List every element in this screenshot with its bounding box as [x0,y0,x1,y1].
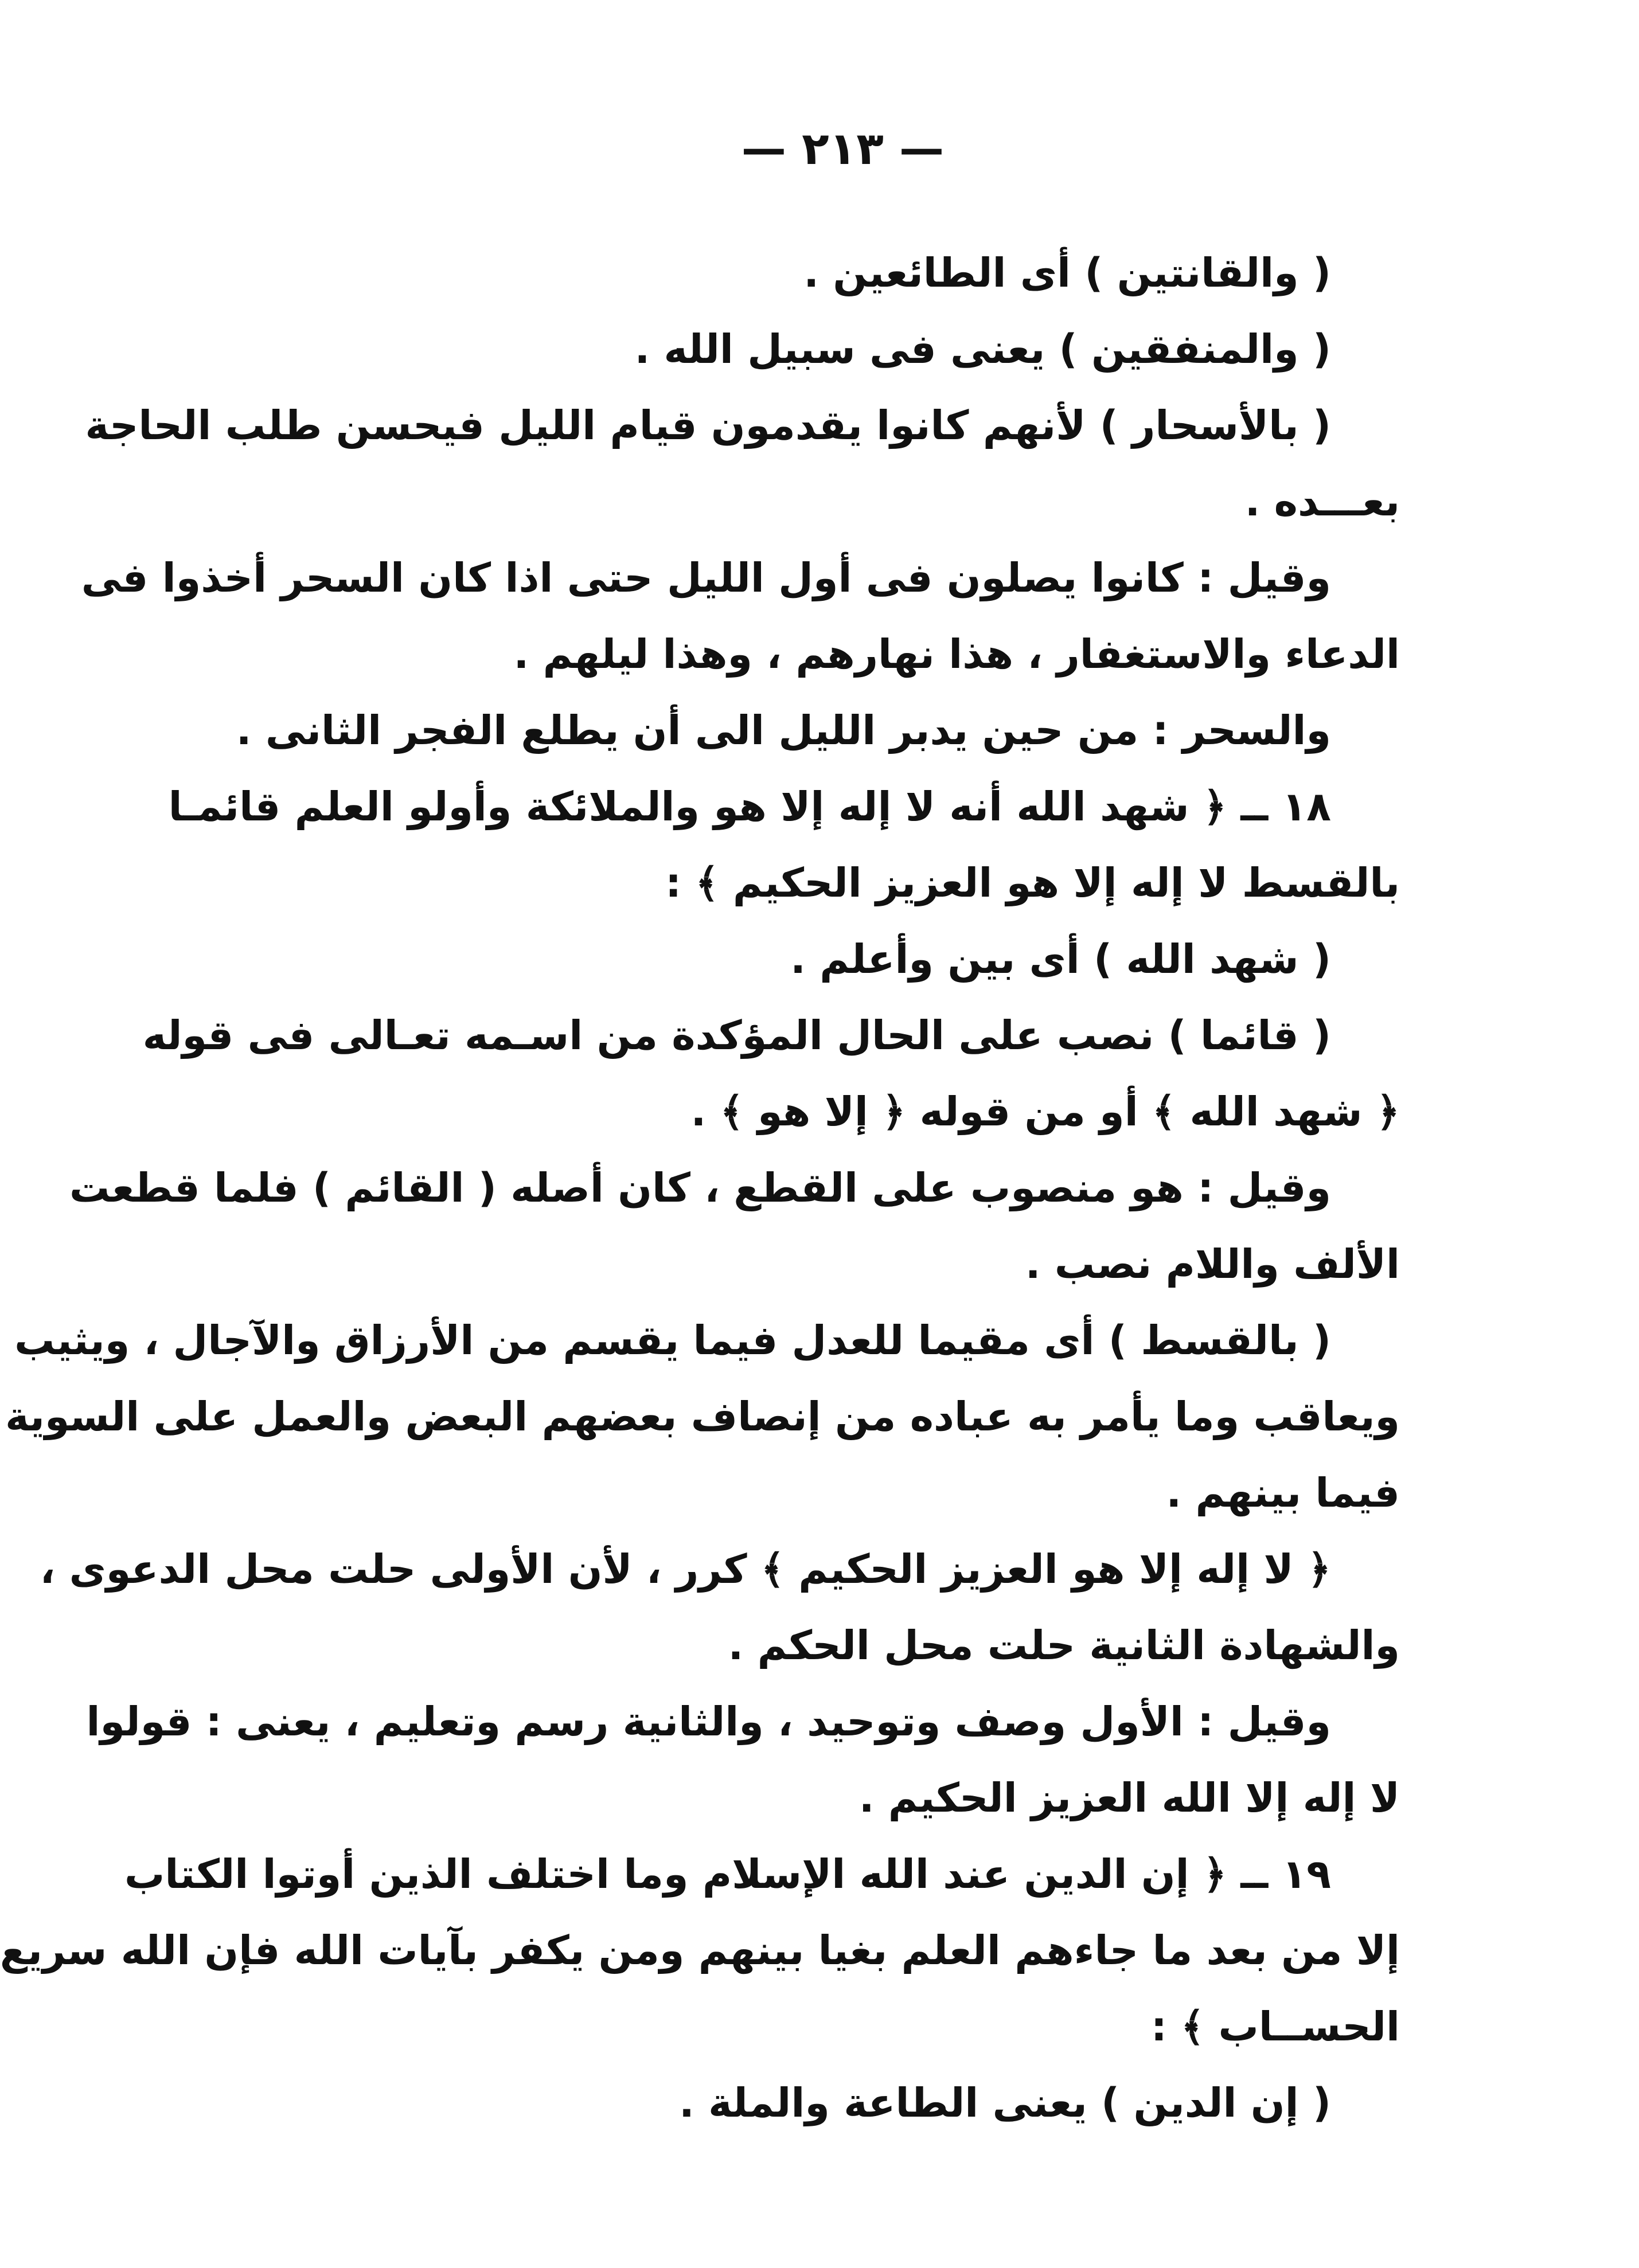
text-line: بعـــده . [1244,478,1400,525]
text-line: ( والقانتين ) أى الطائعين . [803,249,1331,296]
text-line: ﴿ شهد الله ﴾ أو من قوله ﴿ إلا هو ﴾ . [690,1088,1400,1135]
text-line: ( إن الدين ) يعنى الطاعة والملة . [679,2079,1331,2126]
body-text [0,235,1400,2141]
text-line: الألف واللام نصب . [1025,1241,1400,1288]
text-line: وقيل : الأول وصف وتوحيد ، والثانية رسم وتعليم ، يعنى : قولوا [86,1698,1331,1745]
text-line: ( قائما ) نصب على الحال المؤكدة من اسـمه تعـالى فى قوله [142,1012,1331,1059]
text-line: وقيل : كانوا يصلون فى أول الليل حتى اذا كان السحر أخذوا فى [81,554,1331,601]
text-line: وقيل : هو منصوب على القطع ، كان أصله ( القائم ) فلما قطعت [69,1164,1331,1211]
text-line: ( بالقسط ) أى مقيما للعدل فيما يقسم من الأرزاق والآجال ، ويثيب [14,1317,1331,1364]
text-line: ( والمنفقين ) يعنى فى سبيل الله . [634,326,1331,373]
text-line: ١٨ ــ ﴿ شهد الله أنه لا إله إلا هو والملائكة وأولو العلم قائمـا [168,783,1331,830]
text-line: إلا من بعد ما جاءهم العلم بغيا بينهم ومن يكفر بآيات الله فإن الله سريع [0,1927,1400,1974]
text-line: الحســاب ﴾ : [1150,2003,1400,2050]
text-line: بالقسط لا إله إلا هو العزيز الحكيم ﴾ : [665,859,1400,906]
text-line: ١٩ ــ ﴿ إن الدين عند الله الإسلام وما اختلف الذين أوتوا الكتاب [124,1851,1331,1898]
text-line: ﴿ لا إله إلا هو العزيز الحكيم ﴾ كرر ، لأن الأولى حلت محل الدعوى ، [40,1546,1331,1593]
text-line: ( بالأسحار ) لأنهم كانوا يقدمون قيام الليل فيحسن طلب الحاجة [85,402,1331,449]
text-line: والشهادة الثانية حلت محل الحكم . [728,1622,1400,1669]
text-line: ويعاقب وما يأمر به عباده من إنصاف بعضهم البعض والعمل على السوية [5,1393,1400,1440]
text-line: لا إله إلا الله العزيز الحكيم . [858,1774,1400,1821]
text-line: والسحر : من حين يدبر الليل الى أن يطلع الفجر الثانى . [236,707,1331,754]
text-line: الدعاء والاستغفار ، هذا نهارهم ، وهذا ليلهم . [513,631,1400,678]
text-line: ( شهد الله ) أى بين وأعلم . [790,936,1331,983]
text-line: فيما بينهم . [1166,1469,1400,1516]
page-number: — ٢١٣ — [741,123,945,175]
